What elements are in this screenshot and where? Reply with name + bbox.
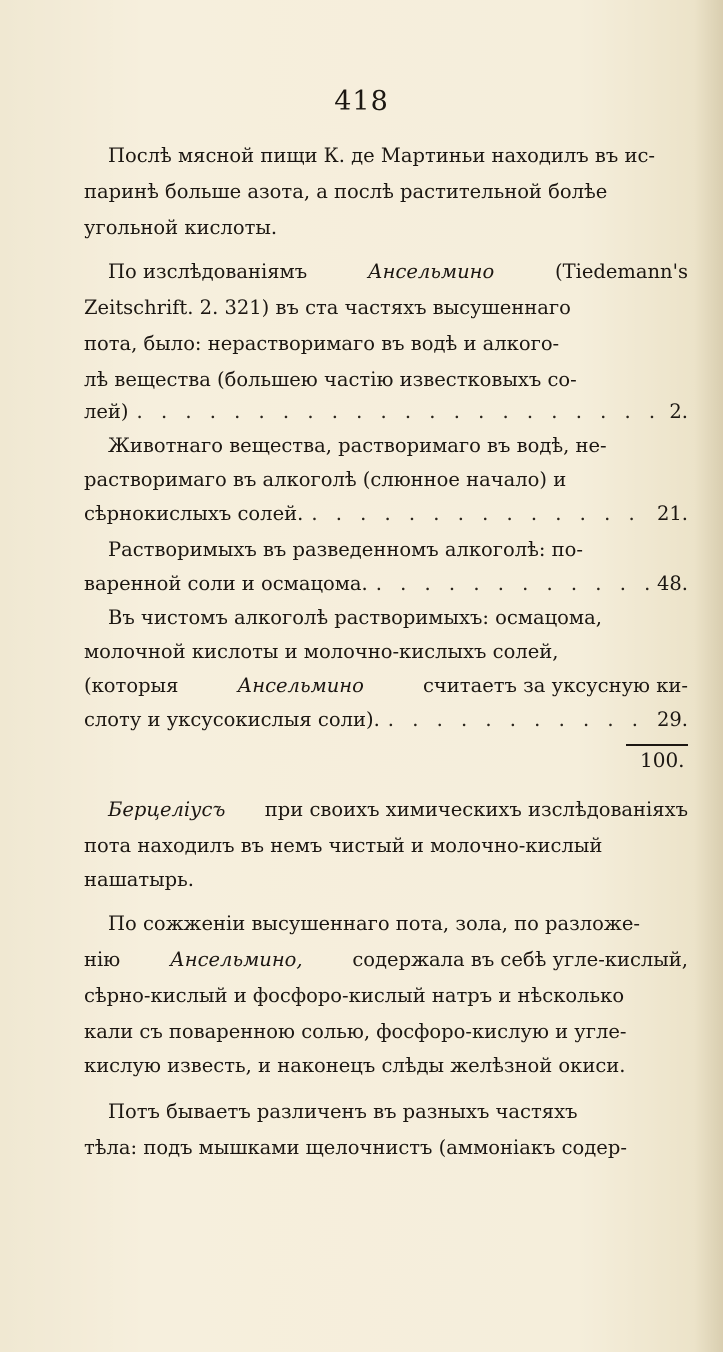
text-run: считаетъ за уксусную ки- [422, 674, 688, 697]
text-line: пота, было: нерастворимаго въ водѣ и алкого- [84, 332, 560, 355]
page-number: 418 [334, 86, 389, 117]
text-line: Животнаго вещества, растворимаго въ водѣ, не- [108, 434, 607, 457]
composition-row [84, 570, 688, 598]
text-line: угольной кислоты. [84, 216, 278, 239]
text-line: молочной кислоты и молочно-кислыхъ солей, [84, 640, 559, 663]
text-line: Zeitschrift. 2. 321) въ ста частяхъ высушеннаго [84, 296, 571, 319]
text-run: содержала въ себѣ угле-кислый, [352, 948, 688, 971]
text-line [108, 796, 688, 824]
text-run: (Tiedemann's [554, 260, 688, 283]
row-value: 48. [656, 572, 688, 595]
row-label: лей) [84, 400, 129, 423]
text-line: нашатырь. [84, 868, 194, 891]
row-value: 21. [656, 502, 688, 525]
text-line: кислую известь, и наконецъ слѣды желѣзной окиси. [84, 1054, 626, 1077]
composition-row [84, 500, 688, 528]
text-line: кали съ поваренною солью, фосфоро-кислую и угле- [84, 1020, 627, 1043]
text-line: паринѣ больше азота, а послѣ растительной болѣе [84, 180, 608, 203]
row-label: варенной соли и осмацома. [84, 572, 368, 595]
text-line [84, 946, 688, 974]
author-name: Ансельмино, [169, 948, 303, 971]
row-label: сѣрнокислыхъ солей. [84, 502, 304, 525]
author-name: Ансельмино [367, 260, 495, 283]
composition-row [84, 706, 688, 734]
dot-leader [388, 706, 649, 734]
row-label: слоту и уксусокислыя соли). [84, 708, 380, 731]
row-value: 29. [656, 708, 688, 731]
text-line: сѣрно-кислый и фосфоро-кислый натръ и нѣсколько [84, 984, 625, 1007]
text-run: По изслѣдованіямъ [108, 260, 308, 283]
text-line: По сожженіи высушеннаго пота, зола, по разложе- [108, 912, 640, 935]
text-line: Растворимыхъ въ разведенномъ алкоголѣ: по- [108, 538, 583, 561]
author-name: Берцеліусъ [108, 798, 226, 821]
text-line: лѣ вещества (большею частію известковыхъ со- [84, 368, 577, 391]
text-run: при своихъ химическихъ изслѣдованіяхъ [264, 798, 688, 821]
text-line: Послѣ мясной пищи К. де Мартиньи находилъ въ ис- [108, 144, 655, 167]
sum-total: 100. [640, 748, 685, 772]
text-line [84, 672, 688, 700]
text-line [108, 258, 688, 286]
dot-leader [311, 500, 649, 528]
dot-leader [137, 398, 662, 426]
composition-row [84, 398, 688, 426]
text-line: пота находилъ въ немъ чистый и молочно-кислый [84, 834, 603, 857]
text-line: Въ чистомъ алкоголѣ растворимыхъ: осмацома, [108, 606, 602, 629]
dot-leader [376, 570, 649, 598]
text-run: нію [84, 948, 121, 971]
text-line: тѣла: подъ мышками щелочнистъ (аммоніакъ содер- [84, 1136, 627, 1159]
text-line: Потъ бываетъ различенъ въ разныхъ частяхъ [108, 1100, 578, 1123]
author-name: Ансельмино [237, 674, 364, 697]
text-run: (которыя [84, 674, 179, 697]
row-value: 2. [669, 400, 688, 423]
text-line: растворимаго въ алкоголѣ (слюнное начало) и [84, 468, 567, 491]
